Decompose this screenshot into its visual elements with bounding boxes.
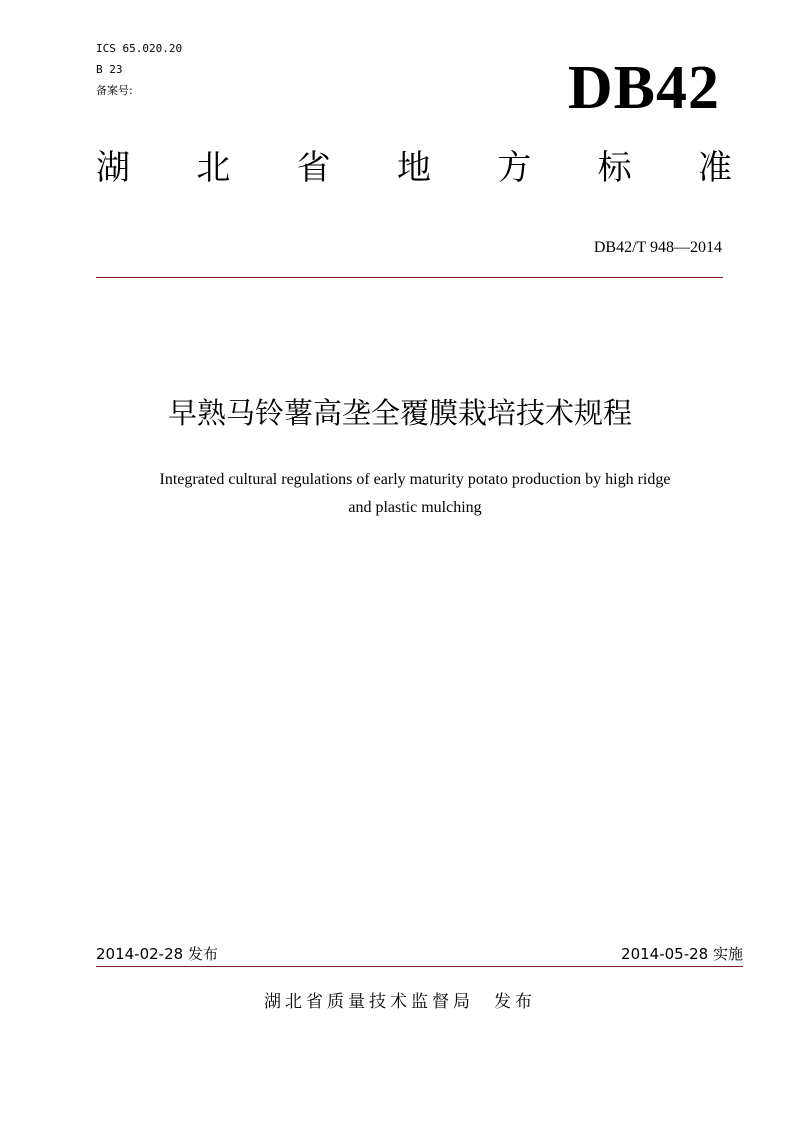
category-char: 北 (196, 148, 231, 188)
category-char: 准 (697, 148, 732, 188)
standard-category-title (96, 146, 732, 190)
category-char: 湖 (96, 148, 130, 188)
top-divider (96, 277, 723, 278)
issuer-name: 湖北省质量技术监督局 (264, 992, 474, 1012)
bottom-divider (96, 966, 743, 967)
ics-code: ICS 65.020.20 (96, 42, 183, 55)
issuing-authority (0, 990, 800, 1014)
issue-date: 2014-02-28 发布 (96, 945, 218, 963)
standard-code-logo: DB42 (567, 54, 720, 122)
record-number-label: 备案号: (96, 84, 133, 97)
category-char: 方 (497, 148, 532, 188)
effective-date: 2014-05-28 实施 (621, 945, 743, 963)
standard-number: DB42/T 948—2014 (593, 239, 722, 256)
document-title-english (100, 466, 730, 522)
classification-code: B 23 (96, 63, 123, 76)
english-title-line-2: and plastic mulching (348, 499, 482, 516)
category-char: 地 (396, 148, 431, 188)
english-title-line-1: Integrated cultural regulations of early maturity potato production by high ridge (159, 471, 671, 488)
issuer-action: 发布 (494, 992, 536, 1012)
document-title-chinese: 早熟马铃薯高垄全覆膜栽培技术规程 (167, 396, 632, 430)
category-char: 省 (296, 148, 331, 188)
category-char: 标 (597, 148, 632, 188)
